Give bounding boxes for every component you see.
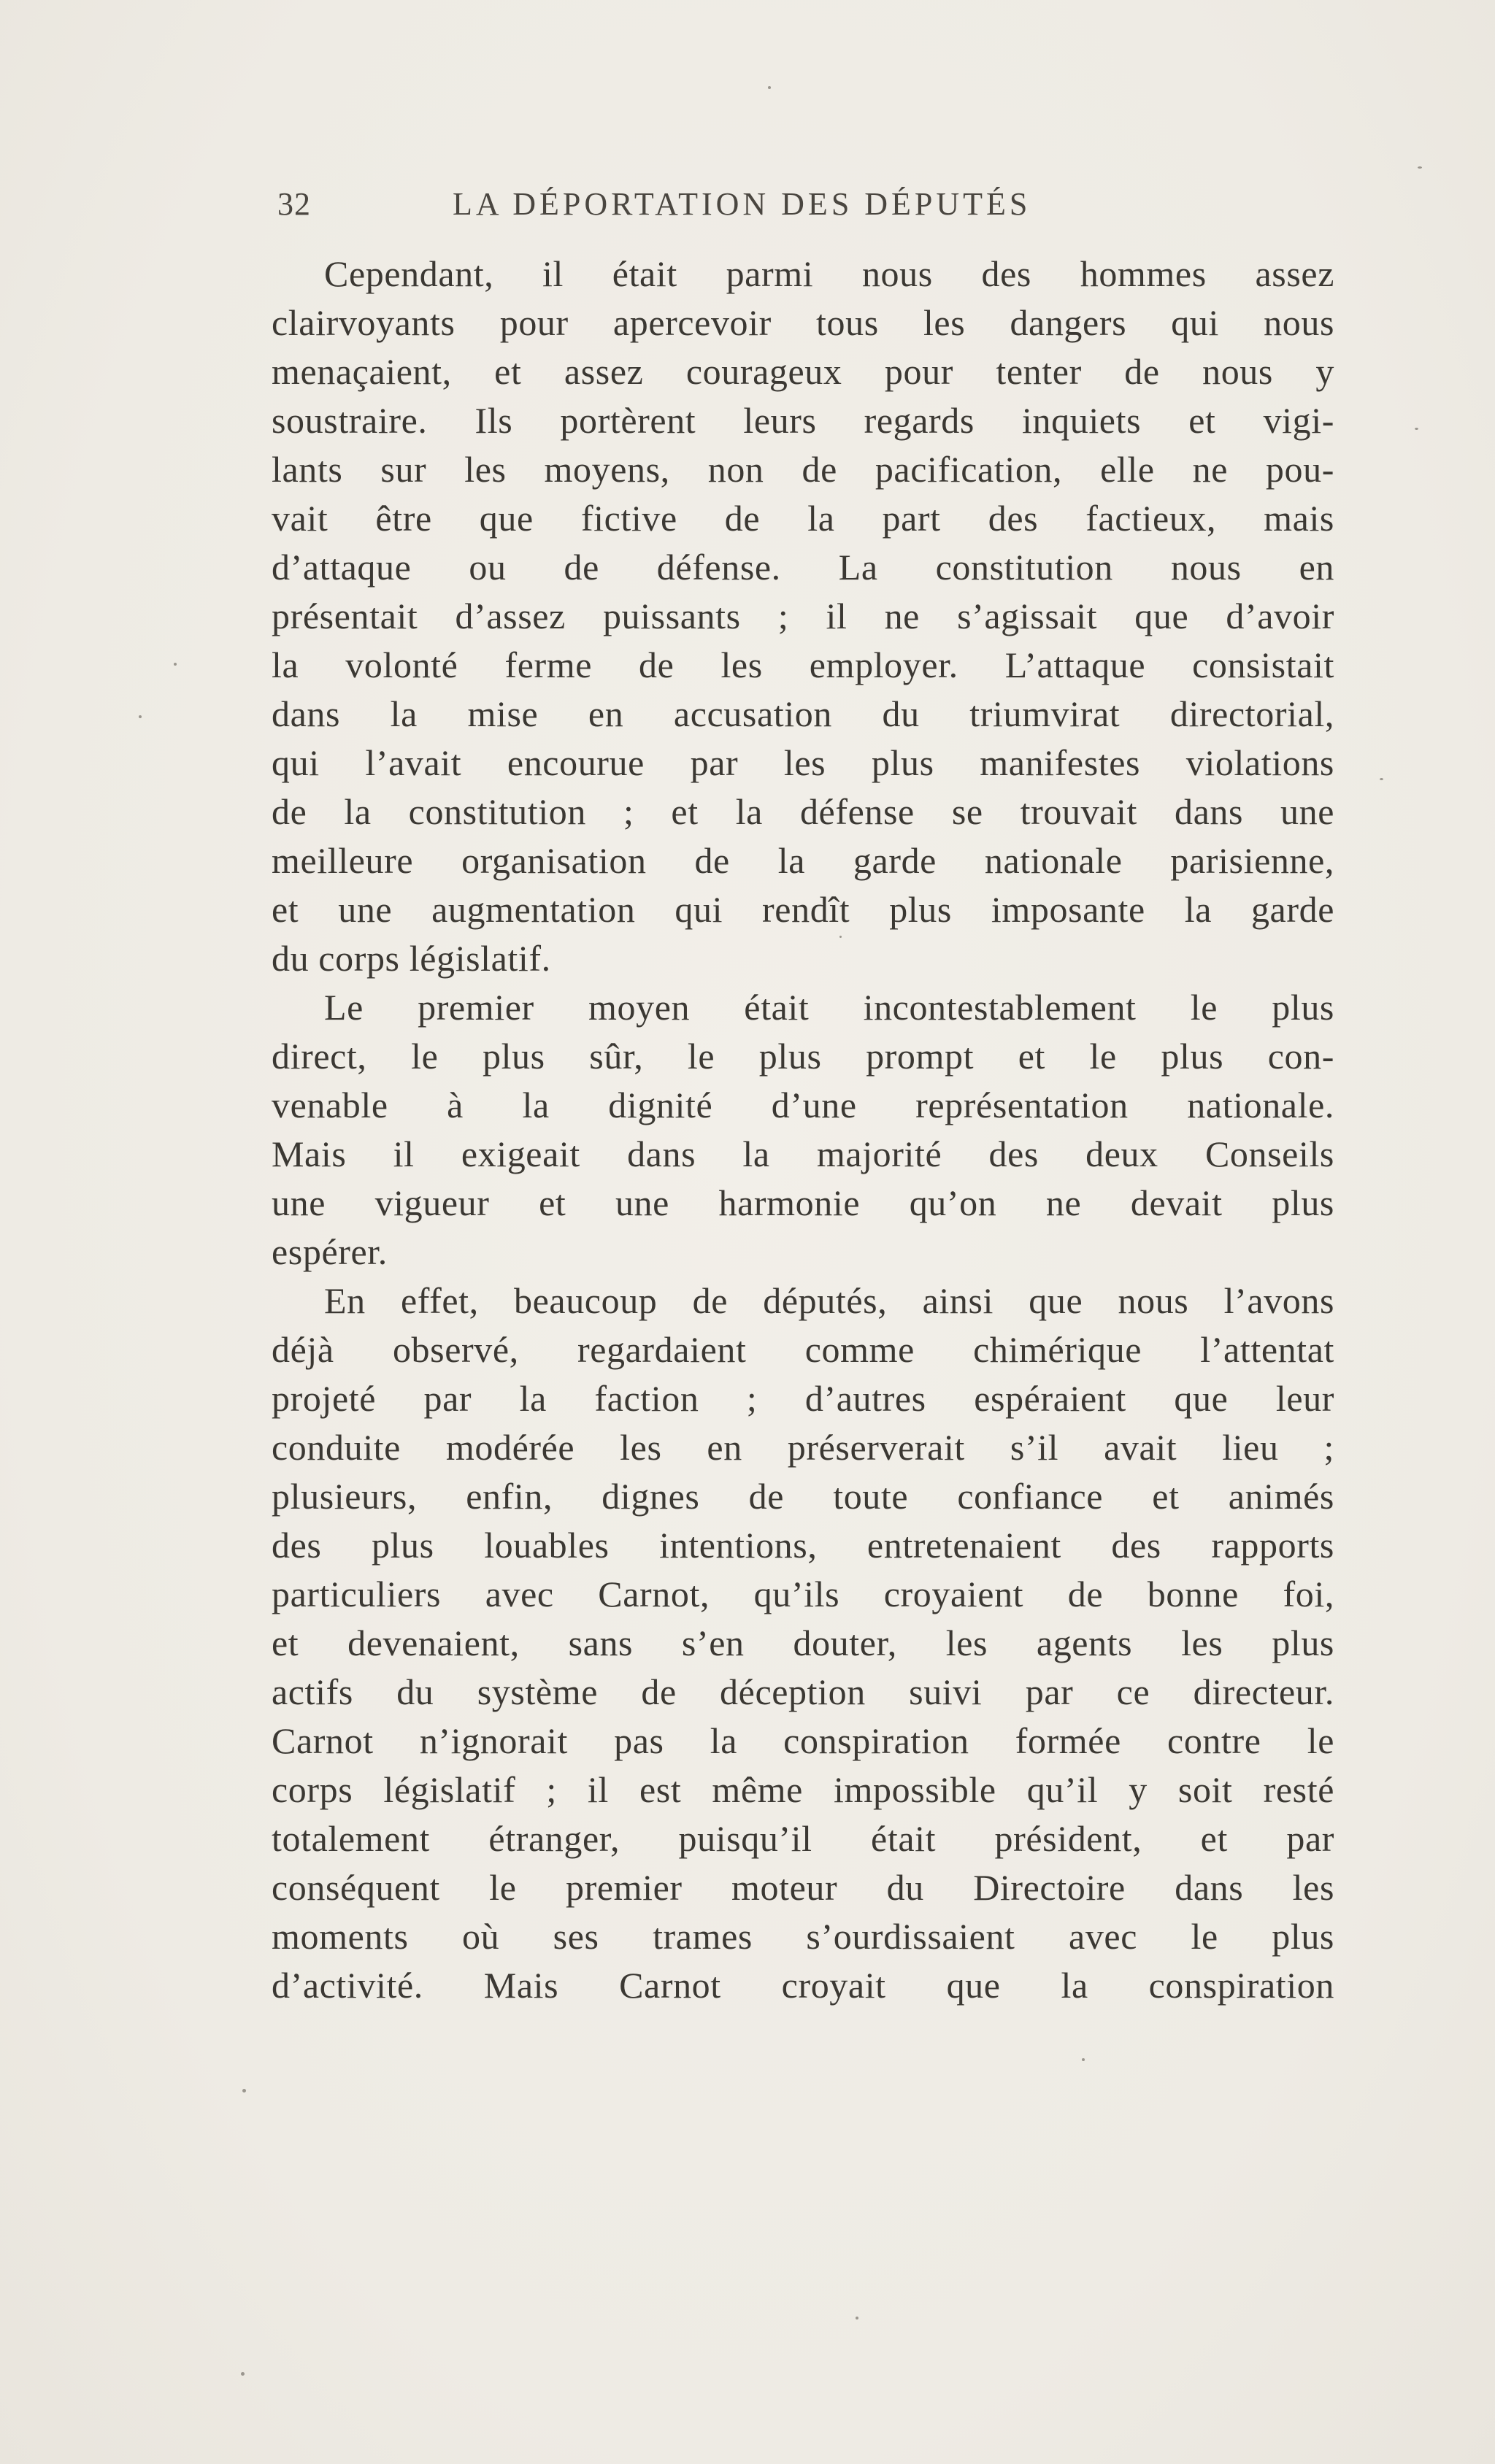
text-line: une vigueur et une harmonie qu’on ne devait plus (272, 1182, 1334, 1223)
text-line: conduite modérée les en préserverait s’il avait lieu ; (272, 1427, 1334, 1468)
text-line: actifs du système de déception suivi par ce directeur. (272, 1671, 1334, 1712)
text-line: menaçaient, et assez courageux pour tenter de nous y (272, 351, 1334, 392)
text-line: Carnot n’ignorait pas la conspiration formée contre le (272, 1720, 1334, 1761)
running-header (277, 181, 1332, 232)
text-line: conséquent le premier moteur du Directoire dans les (272, 1867, 1334, 1908)
text-line: présentait d’assez puissants ; il ne s’agissait que d’avoir (272, 596, 1334, 636)
paper-speck (856, 2317, 858, 2319)
text-line: totalement étranger, puisqu’il était président, et par (272, 1818, 1334, 1859)
text-line: déjà observé, regardaient comme chimérique l’attentat (272, 1329, 1334, 1370)
paper-speck (242, 2089, 246, 2093)
text-line: moments où ses trames s’ourdissaient avec le plus (272, 1916, 1334, 1957)
text-line: En effet, beaucoup de députés, ainsi que nous l’avons (324, 1280, 1334, 1321)
text-line: la volonté ferme de les employer. L’attaque consistait (272, 644, 1334, 685)
text-line: clairvoyants pour apercevoir tous les dangers qui nous (272, 302, 1334, 343)
paper-speck (1415, 428, 1418, 430)
text-line: soustraire. Ils portèrent leurs regards inquiets et vigi- (272, 400, 1334, 441)
text-line: d’attaque ou de défense. La constitution nous en (272, 547, 1334, 588)
text-line: venable à la dignité d’une représentation nationale. (272, 1085, 1334, 1125)
text-line: vait être que fictive de la part des factieux, mais (272, 498, 1334, 539)
text-line: qui l’avait encourue par les plus manifestes violations (272, 742, 1334, 783)
text-line: et une augmentation qui rendît plus imposante la garde (272, 889, 1334, 930)
running-title: LA DÉPORTATION DES DÉPUTÉS (453, 186, 1031, 222)
body-text (272, 250, 1334, 2010)
page-number: 32 (277, 186, 311, 222)
text-line: espérer. (272, 1231, 388, 1272)
text-line: plusieurs, enfin, dignes de toute confiance et animés (272, 1476, 1334, 1517)
text-line: du corps législatif. (272, 938, 551, 979)
paper-speck (241, 2372, 245, 2376)
text-line: direct, le plus sûr, le plus prompt et le plus con- (272, 1036, 1334, 1077)
text-line: d’activité. Mais Carnot croyait que la conspiration (272, 1965, 1334, 2006)
paper-speck (768, 86, 771, 89)
paper-speck (139, 715, 142, 718)
text-line: des plus louables intentions, entretenaient des rapports (272, 1525, 1334, 1566)
text-line: meilleure organisation de la garde nationale parisienne, (272, 840, 1334, 881)
paper-speck (1082, 2058, 1085, 2061)
paper-speck (1418, 166, 1422, 169)
text-line: Mais il exigeait dans la majorité des deux Conseils (272, 1133, 1334, 1174)
paper-speck (174, 663, 177, 666)
text-line: particuliers avec Carnot, qu’ils croyaient de bonne foi, (272, 1574, 1334, 1614)
text-line: et devenaient, sans s’en douter, les agents les plus (272, 1622, 1334, 1663)
text-line: de la constitution ; et la défense se trouvait dans une (272, 791, 1334, 832)
text-line: lants sur les moyens, non de pacification, elle ne pou- (272, 449, 1334, 490)
text-line: Le premier moyen était incontestablement le plus (324, 987, 1334, 1028)
text-line: Cependant, il était parmi nous des hommes assez (324, 253, 1334, 294)
text-line: corps législatif ; il est même impossible qu’il y soit resté (272, 1769, 1334, 1810)
text-line: dans la mise en accusation du triumvirat directorial, (272, 693, 1334, 734)
paper-speck (1380, 778, 1383, 780)
text-line: projeté par la faction ; d’autres espéraient que leur (272, 1378, 1334, 1419)
